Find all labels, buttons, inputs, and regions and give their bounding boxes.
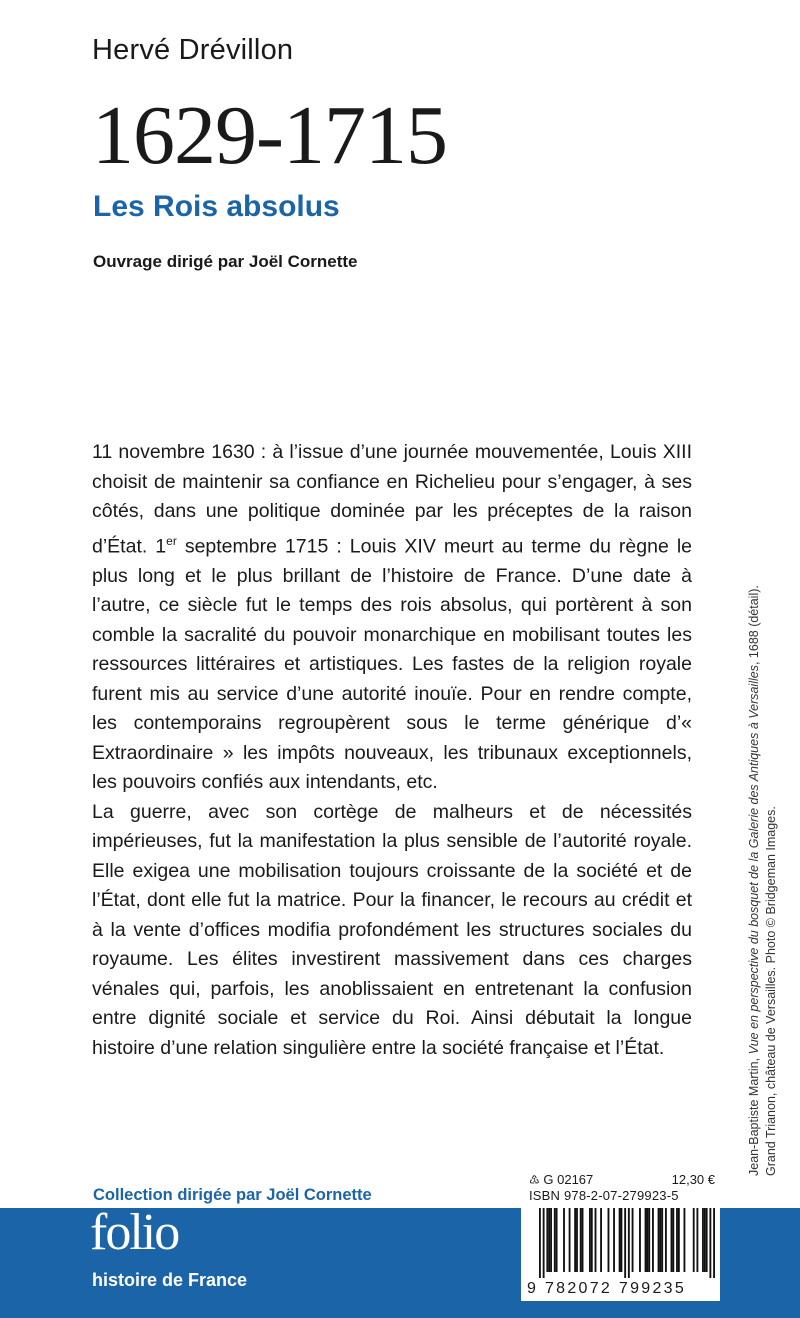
recycle-icon: ♳	[529, 1173, 540, 1187]
back-cover-blurb	[92, 438, 692, 1063]
barcode-bar	[543, 1208, 545, 1278]
barcode-bar	[632, 1208, 634, 1272]
barcode-bar	[546, 1208, 548, 1272]
barcode-bar	[580, 1208, 582, 1272]
barcode-bar	[652, 1208, 654, 1272]
barcode-bar	[628, 1208, 630, 1278]
credit-artist: Jean-Baptiste Martin,	[747, 1054, 761, 1176]
barcode-bar	[709, 1208, 711, 1278]
credit-date: , 1688 (détail).	[747, 585, 761, 666]
image-credit-line-2: Grand Trianon, château de Versailles. Photo © Bridgeman Images.	[764, 806, 778, 1176]
barcode-bar	[589, 1208, 591, 1272]
book-title-dates: 1629-1715	[92, 89, 447, 182]
blurb-p1-text-b: septembre 1715 : Louis XIV meurt au terme du règne le plus long et le plus brillant de l’histoire de France. D’une date à l’autre, ce siècle fut le temps des rois absolus, qui portèrent à son comble la sacralité du pouvoir monarchique en mobilisant toutes les ressources littéraires et artistiques. Les fastes de la religion royale furent mis au service d’une autorité inouïe. Pour en rendre compte, les contemporains regroupèrent sous le terme générique d’« Extraordinaire » les impôts nouveaux, les tribunaux exceptionnels, les pouvoirs confiés aux intendants, etc.	[92, 535, 692, 793]
barcode-bar	[671, 1208, 673, 1272]
barcode-bar	[574, 1208, 576, 1272]
barcode-code-line	[529, 1172, 715, 1187]
barcode-bar	[676, 1208, 678, 1272]
barcode-bar	[569, 1208, 571, 1272]
barcode-bar	[658, 1208, 660, 1272]
blurb-paragraph-1	[92, 438, 692, 798]
image-credit	[746, 476, 786, 1176]
blurb-paragraph-2: La guerre, avec son cortège de malheurs et de nécessités impérieuses, fut la manifestation la plus sensible de l’autorité royale. Elle exigea une mobilisation toujours croissante de la société et de l’État, dont elle fut la matrice. Pour la financer, le recours au crédit et à la vente d’offices modifia profondément les structures sociales du royaume. Les élites investirent massivement dans ces charges vénales qui, parfois, les anoblissaient en entretenant la confusion entre dignité sociale et service du Roi. Ainsi débutait la longue histoire d’une relation singulière entre la société française et l’État.	[92, 800, 692, 1059]
barcode-bar	[693, 1208, 695, 1272]
series-name: histoire de France	[92, 1270, 248, 1290]
author-name: Hervé Drévillon	[92, 34, 294, 66]
barcode-bar	[684, 1208, 686, 1272]
barcode-bar	[556, 1208, 558, 1272]
barcode-bar	[619, 1208, 621, 1272]
product-code: G 02167	[543, 1172, 594, 1187]
barcode-bar	[613, 1208, 615, 1272]
image-credit-line-1	[746, 476, 763, 1176]
barcode-bar	[713, 1208, 715, 1278]
barcode-bar	[661, 1208, 663, 1272]
barcode-bar	[704, 1208, 706, 1272]
barcode-bar	[591, 1208, 593, 1272]
barcode-bar	[548, 1208, 550, 1272]
barcode-bar	[702, 1208, 704, 1272]
blurb-p1-superscript: er	[166, 533, 177, 548]
barcode-bar	[706, 1208, 708, 1272]
folio-logo: folio	[90, 1204, 179, 1261]
series-director: Ouvrage dirigé par Joël Cornette	[93, 252, 358, 271]
barcode-bar	[595, 1208, 597, 1272]
blurb-p1-text-a: 11 novembre 1630 : à l’issue d’une journée mouvementée, Louis XIII choisit de maintenir sa confiance en Richelieu pour s’engager, à ses côtés, dans une politique dominée par les préceptes de la raison d’État. 1	[92, 441, 692, 557]
barcode-bar	[563, 1208, 565, 1272]
barcode-bar	[648, 1208, 650, 1272]
barcode-block	[521, 1170, 720, 1301]
barcode-bar	[554, 1208, 556, 1272]
barcode-bar	[665, 1208, 667, 1272]
barcode-bar	[576, 1208, 578, 1272]
barcode-bar	[645, 1208, 647, 1272]
barcode-bar	[639, 1208, 641, 1272]
price: 12,30 €	[671, 1172, 715, 1187]
barcode-bar	[608, 1208, 610, 1272]
barcode-bar	[659, 1208, 661, 1272]
barcode-bar	[646, 1208, 648, 1272]
credit-caption: Vue en perspective du bosquet de la Galerie des Antiques à Versailles	[747, 665, 761, 1055]
barcode-digits: 9 782072 799235	[527, 1280, 687, 1297]
collection-director: Collection dirigée par Joël Cornette	[93, 1186, 372, 1204]
isbn: ISBN 978-2-07-279923-5	[529, 1188, 679, 1203]
barcode-bars	[539, 1208, 715, 1278]
barcode-bar	[624, 1208, 626, 1278]
barcode-bar	[672, 1208, 674, 1272]
barcode-bar	[539, 1208, 541, 1278]
barcode-bar	[678, 1208, 680, 1272]
barcode-bar	[696, 1208, 698, 1272]
book-subtitle: Les Rois absolus	[93, 190, 340, 223]
barcode-bar	[621, 1208, 623, 1272]
barcode-bar	[600, 1208, 602, 1272]
barcode-bar	[550, 1208, 552, 1272]
barcode-bar	[582, 1208, 584, 1272]
